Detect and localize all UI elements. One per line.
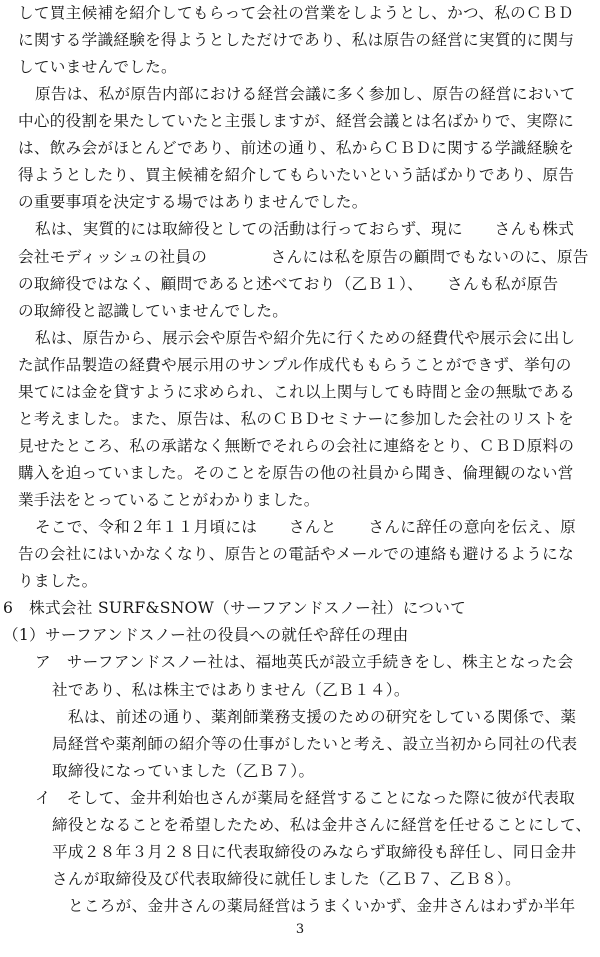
text-line: 会社モディッシュの社員の さんには私を原告の顧問でもないのに、原告 xyxy=(18,248,589,266)
section-heading: 6 株式会社 SURF&SNOW（サーフアンドスノー社）について xyxy=(3,599,467,617)
text-line: 締役となることを希望したため、私は金井さんに経営を任せることにして、 xyxy=(52,816,592,834)
text-line: 平成２８年３月２８日に代表取締役のみならず取締役も辞任し、同日金井 xyxy=(52,843,577,861)
text-line: 局経営や薬剤師の紹介等の仕事がしたいと考え、設立当初から同社の代表 xyxy=(52,735,578,753)
text-line: の取締役ではなく、顧問であると述べており（乙Ｂ１）、 さんも私が原告 xyxy=(18,275,559,293)
text-line: 私は、原告から、展示会や原告や紹介先に行くための経費代や展示会に出し xyxy=(35,329,576,347)
text-line: に関する学識経験を得ようとしただけであり、私は原告の経営に実質的に関与 xyxy=(18,31,575,49)
text-line: りました。 xyxy=(18,572,98,590)
text-line: 取締役になっていました（乙Ｂ７）。 xyxy=(52,762,315,780)
text-line: イ そして、金井利始也さんが薬局を経営することになった際に彼が代表取 xyxy=(35,789,576,807)
text-line: して買主候補を紹介してもらって会社の営業をしようとし、かつ、私のＣＢＤ xyxy=(18,4,574,22)
text-line: は、飲み会がほとんどであり、前述の通り、私からＣＢＤに関する学識経験を xyxy=(18,139,575,157)
text-line: 中心的役割を果たしていたと主張しますが、経営会議とは名ばかりで、実際に xyxy=(18,112,574,130)
text-line: 果てには金を貸すように求められ、これ以上関与しても時間と金の無駄である xyxy=(18,383,576,401)
text-line: た試作品製造の経費や展示用のサンプル作成代ももらうことができず、挙句の xyxy=(18,356,572,374)
text-line: そこで、令和２年１１月頃には さんと さんに辞任の意向を伝え、原 xyxy=(35,518,577,536)
text-line: の取締役と認識していませんでした。 xyxy=(18,302,289,320)
text-line: ア サーフアンドスノー社は、福地英氏が設立手続きをし、株主となった会 xyxy=(35,653,574,671)
text-line: と考えました。また、原告は、私のＣＢＤセミナーに参加した会社のリストを xyxy=(18,410,574,428)
text-line: さんが取締役及び代表取締役に就任しました（乙Ｂ７、乙Ｂ８）。 xyxy=(52,870,522,888)
text-line: 得ようとしたり、買主候補を紹介してもらいたいという話ばかりであり、原告 xyxy=(18,166,575,184)
text-line: 告の会社にはいかなくなり、原告との電話やメールでの連絡も避けるようにな xyxy=(18,545,574,563)
text-line: 見せたところ、私の承諾なく無断でそれらの会社に連絡をとり、ＣＢＤ原料の xyxy=(18,437,575,455)
text-line: 原告は、私が原告内部における経営会議に多く参加し、原告の経営において xyxy=(35,85,576,103)
subsection-heading: （1）サーフアンドスノー社の役員への就任や辞任の理由 xyxy=(3,626,409,644)
page-number: 3 xyxy=(295,922,305,937)
text-line: 社であり、私は株主ではありません（乙Ｂ１４）。 xyxy=(52,681,410,699)
text-line: していませんでした。 xyxy=(18,58,177,76)
text-line: 私は、前述の通り、薬剤師業務支援のための研究をしている関係で、薬 xyxy=(68,708,577,726)
text-line: 購入を迫っていました。そのことを原告の他の社員から聞き、倫理観のない営 xyxy=(18,464,574,482)
text-line: ところが、金井さんの薬局経営はうまくいかず、金井さんはわずか半年 xyxy=(68,897,576,915)
text-line: 業手法をとっていることがわかりました。 xyxy=(18,491,320,509)
text-line: の重要事項を決定する場ではありませんでした。 xyxy=(18,193,368,211)
text-line: 私は、実質的には取締役としての活動は行っておらず、現に さんも株式 xyxy=(35,220,575,238)
